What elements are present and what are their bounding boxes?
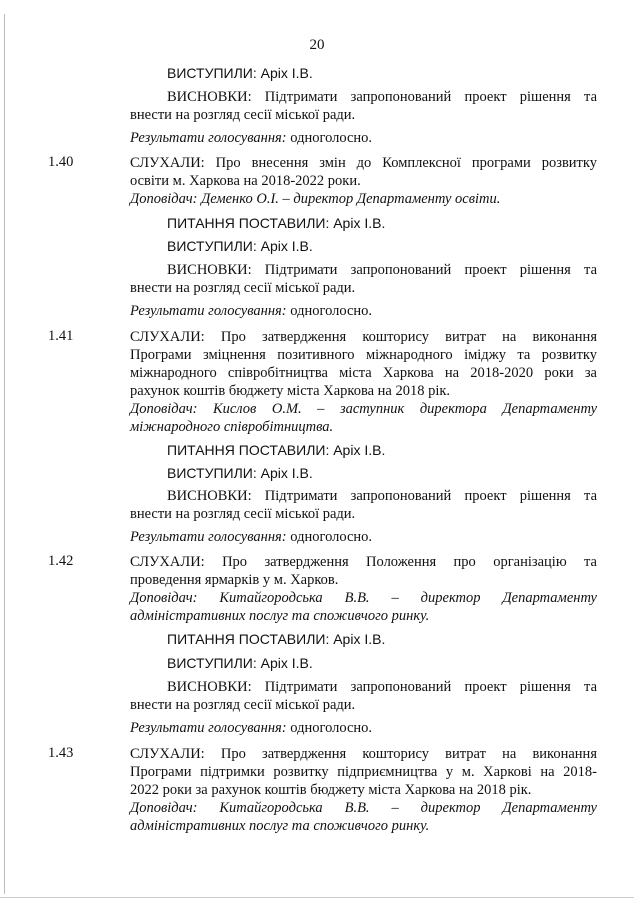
conclusion-line: ВИСНОВКИ: Підтримати запропонований проект рішення та	[167, 262, 597, 278]
vote-result	[130, 528, 372, 546]
item-number-1-41: 1.41	[48, 328, 74, 344]
raised-by-line: ПИТАННЯ ПОСТАВИЛИ: Аріх І.В.	[167, 631, 386, 647]
heard-line-cont: міжнародного співробітництва міста Харкова на 2018-2020 роки за	[130, 365, 597, 381]
vote-result	[130, 129, 372, 147]
conclusion-line: ВИСНОВКИ: Підтримати запропонований проект рішення та	[167, 679, 597, 695]
page-number: 20	[309, 37, 325, 53]
conclusion-line: ВИСНОВКИ: Підтримати запропонований проект рішення та	[167, 488, 597, 504]
speakers-line: ВИСТУПИЛИ: Аріх І.В.	[167, 465, 313, 481]
item-number-1-42: 1.42	[48, 553, 74, 569]
vote-result	[130, 302, 372, 320]
speaker-line-cont: адміністративних послуг та споживчого ринку.	[130, 818, 430, 834]
vote-value: одноголосно.	[286, 303, 373, 319]
heard-line-cont: 2022 роки за рахунок коштів бюджету міста Харкова на 2018 рік.	[130, 782, 532, 798]
speaker-line: Доповідач: Китайгородська В.В. – директор Департаменту	[130, 800, 597, 816]
speaker-line: Доповідач: Кислов О.М. – заступник директора Департаменту	[130, 401, 597, 417]
heard-line-cont: Програми підтримки розвитку підприємництва у м. Харкові на 2018-	[130, 764, 597, 780]
speakers-line: ВИСТУПИЛИ: Аріх І.В.	[167, 238, 313, 254]
heard-line-cont: проведення ярмарків у м. Харков.	[130, 572, 339, 588]
scan-edge-left	[4, 14, 5, 894]
heard-line-cont: освіти м. Харкова на 2018-2022 роки.	[130, 173, 361, 189]
heard-line: СЛУХАЛИ: Про затвердження кошторису витрат на виконання	[130, 746, 597, 762]
heard-line: СЛУХАЛИ: Про внесення змін до Комплексної програми розвитку	[130, 155, 597, 171]
vote-label: Результати голосування:	[130, 303, 287, 319]
vote-label: Результати голосування:	[130, 720, 287, 736]
speaker-line: Доповідач: Китайгородська В.В. – директор Департаменту	[130, 590, 597, 606]
heard-line: СЛУХАЛИ: Про затвердження кошторису витрат на виконання	[130, 329, 597, 345]
scan-edge-bottom	[0, 897, 634, 898]
conclusion-line-cont: внести на розгляд сесії міської ради.	[130, 107, 356, 123]
conclusion-line-cont: внести на розгляд сесії міської ради.	[130, 697, 356, 713]
conclusion-line: ВИСНОВКИ: Підтримати запропонований проект рішення та	[167, 89, 597, 105]
item-number-1-43: 1.43	[48, 745, 74, 761]
item-number-1-40: 1.40	[48, 154, 74, 170]
vote-label: Результати голосування:	[130, 130, 287, 146]
speakers-line: ВИСТУПИЛИ: Аріх І.В.	[167, 65, 313, 81]
vote-label: Результати голосування:	[130, 529, 287, 545]
raised-by-line: ПИТАННЯ ПОСТАВИЛИ: Аріх І.В.	[167, 215, 386, 231]
heard-line-cont: Програми зміцнення позитивного міжнародного іміджу та розвитку	[130, 347, 597, 363]
vote-value: одноголосно.	[286, 720, 373, 736]
conclusion-line-cont: внести на розгляд сесії міської ради.	[130, 280, 356, 296]
vote-value: одноголосно.	[286, 130, 373, 146]
conclusion-line-cont: внести на розгляд сесії міської ради.	[130, 506, 356, 522]
vote-result	[130, 719, 372, 737]
raised-by-line: ПИТАННЯ ПОСТАВИЛИ: Аріх І.В.	[167, 442, 386, 458]
vote-value: одноголосно.	[286, 529, 373, 545]
speaker-line-cont: адміністративних послуг та споживчого ринку.	[130, 608, 430, 624]
heard-line: СЛУХАЛИ: Про затвердження Положення про організацію та	[130, 554, 597, 570]
speaker-line: Доповідач: Деменко О.І. – директор Департаменту освіти.	[130, 191, 501, 207]
speaker-line-cont: міжнародного співробітництва.	[130, 419, 334, 435]
heard-line-cont: рахунок коштів бюджету міста Харкова на 2018 рік.	[130, 383, 451, 399]
speakers-line: ВИСТУПИЛИ: Аріх І.В.	[167, 655, 313, 671]
